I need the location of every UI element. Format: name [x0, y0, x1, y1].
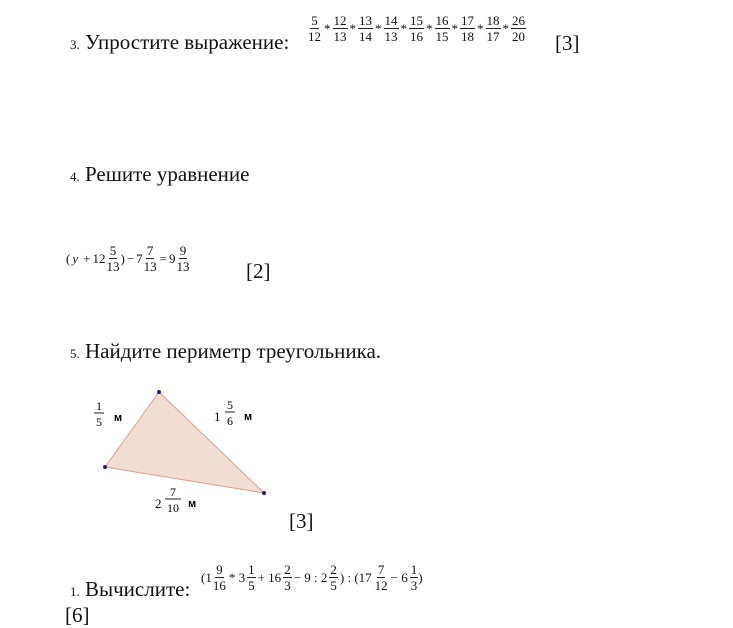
multiply-sign: *: [451, 20, 458, 36]
task-3-fraction: $\frac{14}{13}$: [384, 13, 398, 44]
task-5-score: [3]: [289, 509, 314, 533]
task-3-fraction: $\frac{5}{12}$: [308, 13, 321, 44]
expr-part: ): [418, 569, 423, 585]
triangle-figure: [80, 380, 280, 530]
side-left-unit: м: [114, 412, 123, 424]
vertex-point: [262, 491, 266, 495]
task-3-fraction: $\frac{26}{20}$: [512, 13, 525, 44]
vertex-point: [103, 465, 107, 469]
multiply-sign: *: [324, 20, 331, 36]
fraction: $\frac{1}{5}$: [248, 562, 255, 593]
plus-sign: +: [83, 250, 91, 266]
task-1-number: 1.: [70, 584, 80, 599]
task-1-expression: [201, 563, 423, 592]
side-left-numerator: 1: [96, 399, 102, 413]
fraction: $\frac{9}{13}$: [176, 243, 190, 274]
fraction: $\frac{7}{12}$: [374, 562, 388, 593]
equals-sign: =: [159, 250, 167, 266]
task-3-line: [70, 30, 289, 55]
task-3-number: 3.: [70, 37, 80, 52]
task-4-score: [2]: [246, 259, 271, 283]
task-3-fraction: $\frac{15}{16}$: [410, 13, 423, 44]
minus-sign: −: [126, 250, 135, 266]
fraction: $\frac{5}{13}$: [106, 243, 120, 274]
variable-y: y: [72, 250, 79, 266]
side-right-denominator: 6: [227, 414, 233, 428]
task-4-text: Решите уравнение: [85, 162, 250, 186]
side-left-denominator: 5: [96, 415, 102, 429]
triangle-shape: [105, 392, 264, 493]
task-3-expression: [307, 14, 526, 43]
task-3-text: Упростите выражение:: [85, 30, 290, 54]
side-bottom-denominator: 10: [167, 501, 179, 515]
task-1-line: [70, 577, 190, 602]
task-5-text: Найдите периметр треугольника.: [85, 339, 382, 363]
multiply-sign: *: [400, 20, 407, 36]
side-right-whole: 1: [214, 409, 221, 424]
task-3-fraction: $\frac{13}{14}$: [359, 13, 372, 44]
fraction: $\frac{7}{13}$: [143, 243, 157, 274]
task-3-score: [3]: [555, 31, 580, 55]
multiply-sign: *: [349, 20, 356, 36]
side-bottom-numerator: 7: [170, 485, 176, 499]
whole-part: 7: [136, 250, 143, 266]
task-3-fraction: $\frac{18}{17}$: [486, 13, 500, 44]
vertex-point: [157, 390, 161, 394]
whole-part: 9: [169, 250, 176, 266]
expr-part: − 9 : 2: [293, 569, 328, 585]
task-3-fraction: $\frac{16}{15}$: [435, 13, 449, 44]
paren-close: ): [120, 250, 125, 266]
task-3-fraction: $\frac{12}{13}$: [333, 13, 347, 44]
whole-part: 12: [92, 250, 106, 266]
multiply-sign: *: [477, 20, 484, 36]
side-bottom-unit: м: [188, 498, 197, 510]
side-right-numerator: 5: [227, 398, 233, 412]
task-5-line: [70, 339, 381, 364]
expr-part: − 6: [390, 569, 408, 585]
task-5-number: 5.: [70, 346, 80, 361]
multiply-sign: *: [426, 20, 433, 36]
multiply-sign: *: [502, 20, 509, 36]
task-4-line: [70, 162, 249, 187]
fraction: $\frac{1}{3}$: [410, 562, 418, 593]
expr-part: + 16: [257, 569, 282, 585]
expr-part: ) : (17: [339, 569, 372, 585]
task-4-equation: [66, 244, 191, 273]
expr-part: (1: [201, 569, 212, 585]
fraction: $\frac{2}{5}$: [330, 562, 337, 593]
task-4-number: 4.: [70, 169, 80, 184]
side-right-unit: м: [244, 411, 253, 423]
expr-part: * 3: [228, 569, 246, 585]
fraction: $\frac{9}{16}$: [212, 562, 226, 593]
task-1-text: Вычислите:: [85, 577, 191, 601]
side-bottom-whole: 2: [155, 496, 162, 511]
paren-open: (: [66, 250, 71, 266]
multiply-sign: *: [375, 20, 382, 36]
task-1-score: [6]: [65, 603, 90, 627]
task-3-fraction: $\frac{17}{18}$: [461, 13, 474, 44]
fraction: $\frac{2}{3}$: [284, 562, 291, 593]
